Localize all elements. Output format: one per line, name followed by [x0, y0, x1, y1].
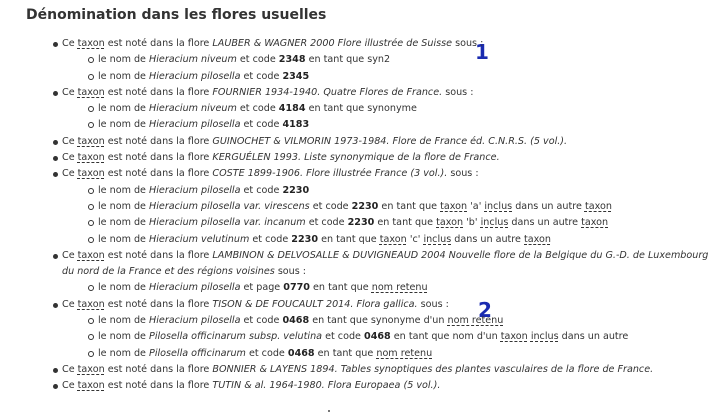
status-text: dans un autre	[454, 233, 521, 245]
glossary-term-link[interactable]: nom retenu	[376, 347, 433, 359]
name-list	[62, 280, 720, 296]
code-value: 0468	[282, 315, 310, 327]
name-item	[0, 199, 720, 215]
status-text: dans un autre	[515, 200, 582, 212]
code-label: et page	[243, 282, 281, 294]
name-item	[0, 329, 720, 345]
taxon-name: Hieracium pilosella	[149, 70, 241, 82]
code-label: et code	[308, 217, 345, 229]
flore-reference: COSTE 1899-1906. Flore illustrée France (3 vol.).	[212, 168, 448, 180]
taxon-name: Hieracium pilosella	[149, 184, 241, 196]
name-prefix: le nom de	[98, 103, 146, 115]
page-dot	[328, 410, 330, 412]
flore-item-prefix: Ce	[62, 135, 75, 147]
code-label: et code	[312, 200, 349, 212]
code-label: et code	[325, 331, 361, 343]
code-label: et code	[243, 119, 280, 131]
code-label: et code	[243, 70, 280, 82]
code-value: 2348	[278, 54, 306, 66]
status-text: en tant que	[317, 347, 374, 359]
flore-reference: LAMBINON & DELVOSALLE & DUVIGNEAUD 2004 Nouvelle flore de la Belgique du G.-D. de Luxembourg du nord de la France et des régions voisines	[62, 249, 709, 278]
code-value: 2345	[282, 70, 310, 82]
name-prefix: le nom de	[98, 282, 146, 294]
flore-item	[0, 85, 720, 134]
flore-item-text: est noté dans la flore	[107, 298, 210, 310]
taxon-name: Hieracium velutinum	[149, 233, 250, 245]
taxon-name: Hieracium pilosella	[149, 315, 241, 327]
glossary-term-link[interactable]: taxon	[440, 200, 468, 212]
code-value: 2230	[351, 200, 379, 212]
name-prefix: le nom de	[98, 184, 146, 196]
code-value: 2230	[282, 184, 310, 196]
flore-item	[0, 378, 720, 394]
flore-reference: TISON & DE FOUCAULT 2014. Flora gallica.	[212, 298, 418, 310]
taxon-name: Hieracium niveum	[149, 103, 237, 115]
flore-item-text: est noté dans la flore	[107, 135, 210, 147]
flore-item-text: est noté dans la flore	[107, 363, 210, 375]
taxon-name: Hieracium pilosella	[149, 282, 241, 294]
code-label: et code	[243, 315, 280, 327]
code-value: 2230	[291, 233, 318, 245]
flore-item-prefix: Ce	[62, 298, 75, 310]
flore-reference: BONNIER & LAYENS 1894. Tables synoptiques des plantes vasculaires de la flore de France.	[212, 363, 654, 375]
flore-item-prefix: Ce	[62, 380, 75, 392]
status-text: dans un autre	[561, 331, 629, 343]
name-prefix: le nom de	[98, 54, 146, 66]
glossary-term-link[interactable]: inclus	[423, 233, 452, 245]
flore-reference: TUTIN & al. 1964-1980. Flora Europaea (5 vol.).	[212, 380, 441, 392]
status-text: en tant que	[321, 233, 377, 245]
code-value: 0468	[287, 347, 315, 359]
name-prefix: le nom de	[98, 217, 146, 229]
taxon-term-link[interactable]: taxon	[77, 380, 105, 392]
name-list	[62, 101, 720, 134]
code-value: 0468	[364, 331, 391, 343]
name-item	[0, 215, 720, 231]
annotation-marker-1: 1	[475, 40, 489, 64]
name-item	[0, 232, 720, 248]
name-list	[62, 313, 720, 362]
code-value: 4184	[278, 103, 306, 115]
taxon-term-link[interactable]: taxon	[77, 249, 105, 261]
name-item	[0, 101, 720, 117]
glossary-term-link[interactable]: inclus	[530, 331, 559, 343]
name-item	[0, 183, 720, 199]
code-label: et code	[252, 233, 289, 245]
flore-reference: FOURNIER 1934-1940. Quatre Flores de France.	[212, 86, 443, 98]
flore-list	[0, 36, 720, 395]
name-list	[62, 183, 720, 248]
glossary-term-link[interactable]: nom retenu	[447, 315, 504, 327]
taxon-name: Hieracium pilosella	[149, 119, 241, 131]
glossary-term-link[interactable]: taxon	[379, 233, 407, 245]
code-value: 0770	[283, 282, 310, 294]
taxon-term-link[interactable]: taxon	[77, 38, 105, 49]
taxon-term-link[interactable]: taxon	[77, 363, 105, 375]
name-prefix: le nom de	[98, 119, 146, 131]
glossary-term-link[interactable]: taxon	[584, 200, 612, 212]
flore-item	[0, 36, 720, 85]
flore-item-text: est noté dans la flore	[107, 152, 210, 164]
glossary-term-link[interactable]: nom retenu	[371, 282, 428, 294]
status-text: en tant que synonyme	[308, 103, 417, 115]
flore-item-prefix: Ce	[62, 38, 75, 49]
taxon-name: Pilosella officinarum	[149, 347, 246, 359]
name-prefix: le nom de	[98, 315, 146, 327]
taxon-term-link[interactable]: taxon	[77, 298, 105, 310]
annotation-marker-2: 2	[478, 298, 492, 322]
status-text: dans un autre	[511, 217, 579, 229]
name-prefix: le nom de	[98, 347, 146, 359]
flore-item-suffix: sous :	[420, 298, 449, 310]
flore-item-text: est noté dans la flore	[107, 380, 210, 392]
taxon-term-link[interactable]: taxon	[77, 86, 105, 98]
code-label: et code	[239, 54, 276, 66]
name-item	[0, 346, 720, 362]
name-prefix: le nom de	[98, 200, 146, 212]
flore-item	[0, 297, 720, 362]
flore-item-text: est noté dans la flore	[107, 86, 210, 98]
flore-item-prefix: Ce	[62, 168, 75, 180]
flore-item-text: est noté dans la flore	[107, 168, 210, 180]
flore-item-suffix: sous :	[277, 266, 307, 278]
flore-item-suffix: sous :	[455, 38, 484, 49]
flore-reference: KERGUÉLEN 1993. Liste synonymique de la flore de France.	[212, 152, 500, 164]
flore-item	[0, 362, 720, 378]
flore-item	[0, 134, 720, 150]
flore-reference: LAUBER & WAGNER 2000 Flore illustrée de Suisse	[212, 38, 453, 49]
glossary-term-link[interactable]: inclus	[480, 217, 509, 229]
flore-item-prefix: Ce	[62, 363, 75, 375]
flore-item-prefix: Ce	[62, 152, 75, 164]
flore-item	[0, 166, 720, 247]
name-prefix: le nom de	[98, 233, 146, 245]
taxon-name: Hieracium niveum	[149, 54, 237, 66]
glossary-term-link[interactable]: taxon	[436, 217, 464, 229]
code-value: 4183	[282, 119, 310, 131]
flore-item-suffix: sous :	[445, 86, 474, 98]
code-value: 2230	[347, 217, 375, 229]
status-text: en tant que	[313, 282, 369, 294]
glossary-term-link[interactable]: taxon	[524, 233, 551, 245]
name-item	[0, 117, 720, 133]
name-item	[0, 52, 720, 68]
flore-item-prefix: Ce	[62, 249, 75, 261]
name-item	[0, 313, 720, 329]
status-text: en tant que nom d'un	[393, 331, 498, 343]
variant-letter: 'c'	[409, 233, 421, 245]
glossary-term-link[interactable]: taxon	[581, 217, 609, 229]
section-title: Dénomination dans les flores usuelles	[26, 7, 327, 23]
taxon-term-link[interactable]: taxon	[77, 135, 105, 147]
code-label: et code	[239, 103, 276, 115]
flore-item-prefix: Ce	[62, 86, 75, 98]
status-text: en tant que synonyme d'un	[312, 315, 445, 327]
taxon-name: Hieracium pilosella var. incanum	[149, 217, 306, 229]
flore-item-text: est noté dans la flore	[107, 249, 210, 261]
name-item	[0, 280, 720, 296]
taxon-name: Hieracium pilosella var. virescens	[149, 200, 310, 212]
status-text: en tant que syn2	[308, 54, 391, 66]
variant-letter: 'a'	[470, 200, 482, 212]
taxon-term-link[interactable]: taxon	[77, 152, 105, 164]
status-text: en tant que	[377, 217, 434, 229]
glossary-term-link[interactable]: inclus	[484, 200, 513, 212]
flore-item	[0, 150, 720, 166]
code-label: et code	[243, 184, 280, 196]
taxon-term-link[interactable]: taxon	[77, 168, 105, 180]
code-label: et code	[248, 347, 285, 359]
taxon-name: Pilosella officinarum subsp. velutina	[149, 331, 323, 343]
glossary-term-link[interactable]: taxon	[500, 331, 528, 343]
flore-item-text: est noté dans la flore	[107, 38, 210, 49]
name-item	[0, 69, 720, 85]
flore-item-suffix: sous :	[450, 168, 479, 180]
status-text: en tant que	[381, 200, 438, 212]
name-prefix: le nom de	[98, 70, 146, 82]
variant-letter: 'b'	[466, 217, 478, 229]
flore-reference: GUINOCHET & VILMORIN 1973-1984. Flore de France éd. C.N.R.S. (5 vol.).	[212, 135, 568, 147]
flore-item	[0, 248, 720, 297]
name-prefix: le nom de	[98, 331, 146, 343]
name-list	[62, 52, 720, 85]
